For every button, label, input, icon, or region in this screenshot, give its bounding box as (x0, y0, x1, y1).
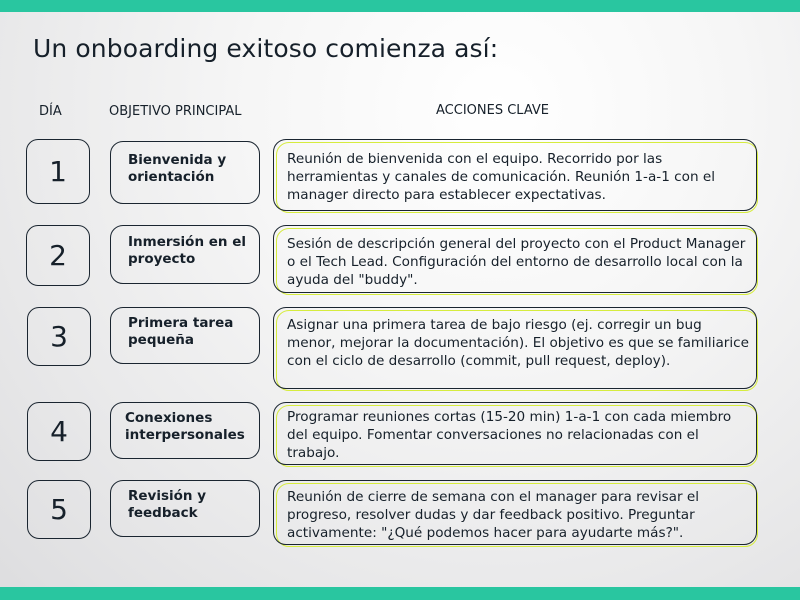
actions-text: Asignar una primera tarea de bajo riesgo (ej. corregir un bug menor, mejorar la documentación). El objetivo es que se familiarice con el ciclo de desarrollo (commit, pull request, deploy). (287, 317, 750, 369)
objective-label: Bienvenida y orientación (128, 151, 227, 185)
objective-box (110, 402, 260, 459)
column-header-day: DÍA (39, 104, 62, 119)
objective-label: Revisión y feedback (128, 487, 207, 521)
objective-label: Primera tarea pequeña (128, 314, 234, 348)
bottom-accent-bar (0, 587, 800, 600)
actions-text: Sesión de descripción general del proyecto con el Product Manager o el Tech Lead. Configuración del entorno de desarrollo local con la ayuda del "buddy". (287, 236, 746, 288)
day-number-box: 1 (26, 139, 90, 204)
page-title: Un onboarding exitoso comienza así: (33, 34, 499, 63)
objective-box (110, 225, 260, 284)
objective-box (110, 480, 260, 537)
actions-box (273, 225, 757, 293)
column-header-actions: ACCIONES CLAVE (436, 103, 549, 118)
actions-box (273, 402, 757, 465)
column-header-objective: OBJETIVO PRINCIPAL (109, 104, 242, 119)
objective-box (110, 307, 260, 364)
actions-text: Programar reuniones cortas (15-20 min) 1-a-1 con cada miembro del equipo. Fomentar conversaciones no relacionadas con el trabajo. (287, 409, 732, 461)
actions-text: Reunión de bienvenida con el equipo. Recorrido por las herramientas y canales de comunicación. Reunión 1-a-1 con el manager directo para establecer expectativas. (287, 151, 716, 203)
day-number-box: 3 (27, 307, 91, 366)
top-accent-bar (0, 0, 800, 12)
day-number-box: 5 (27, 480, 91, 539)
actions-box (273, 139, 757, 211)
actions-box (273, 480, 757, 545)
actions-text: Reunión de cierre de semana con el manager para revisar el progreso, resolver dudas y dar feedback positivo. Preguntar activamente: "¿Qué podemos hacer para ayudarte más?". (287, 489, 700, 541)
objective-label: Inmersión en el proyecto (128, 233, 247, 267)
objective-box (110, 141, 260, 204)
actions-box (273, 307, 757, 389)
objective-label: Conexiones interpersonales (125, 409, 245, 443)
day-number-box: 2 (26, 225, 90, 286)
day-number-box: 4 (27, 402, 91, 461)
